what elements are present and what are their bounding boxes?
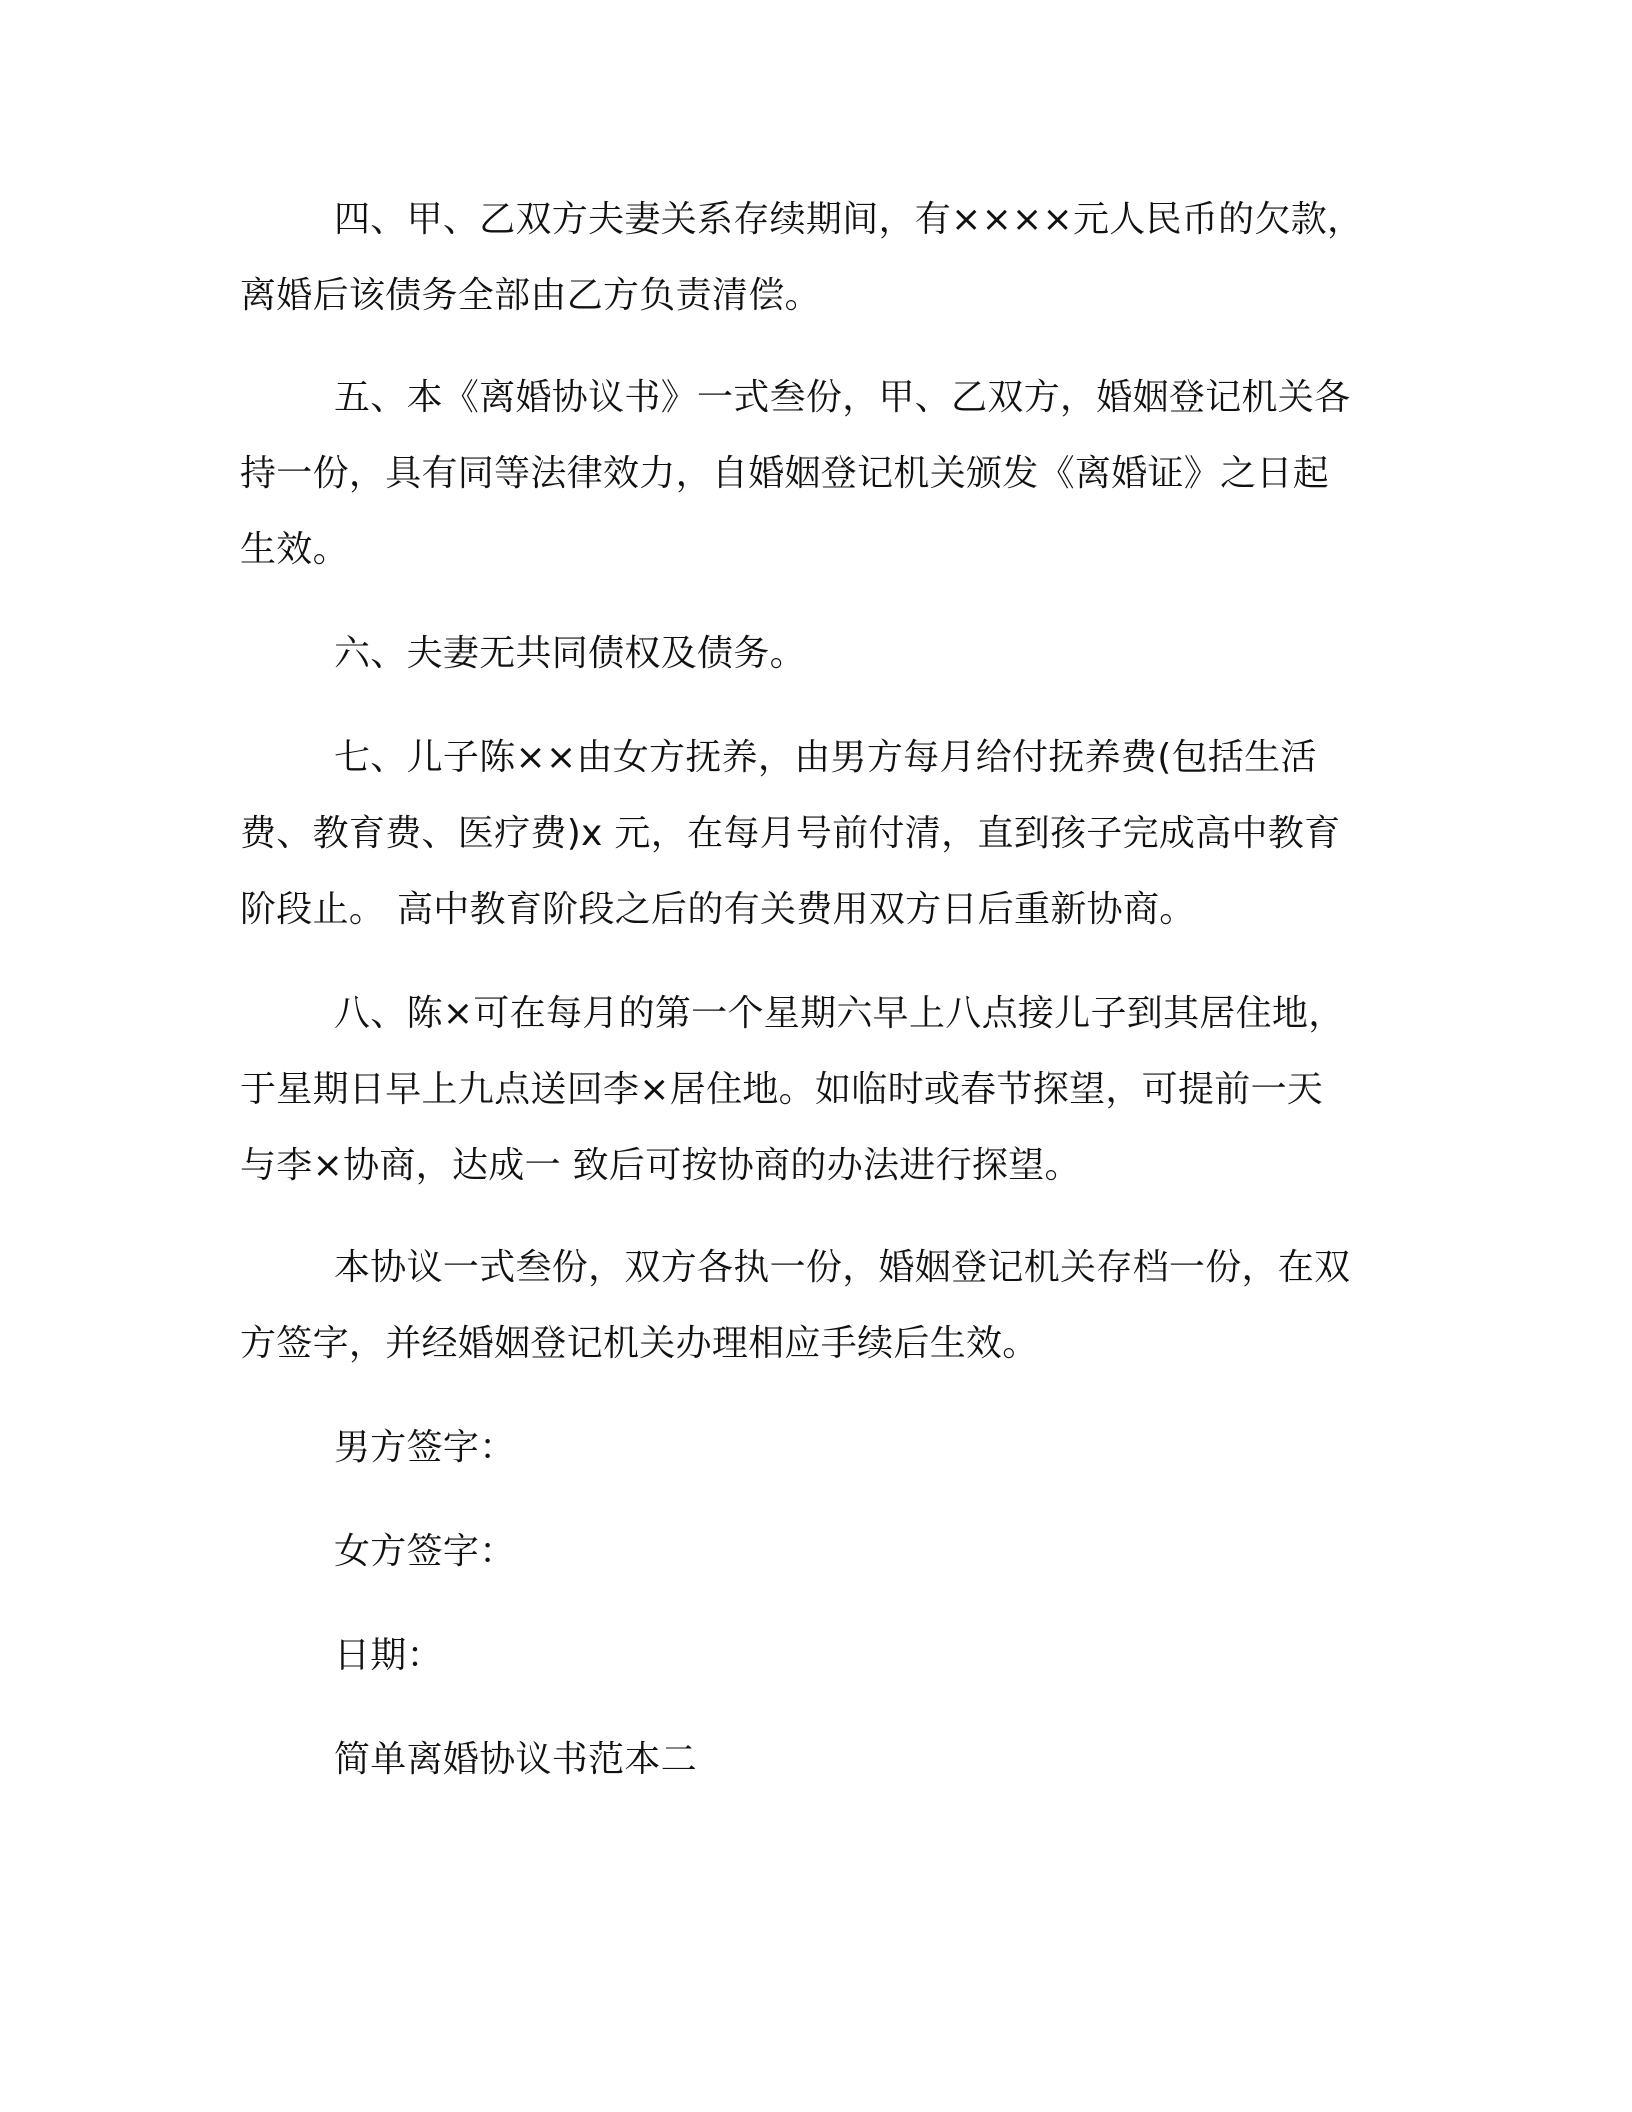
paragraph-7-line-3: 阶段止。 高中教育阶段之后的有关费用双方日后重新协商。 — [240, 889, 1196, 930]
male-signature-label: 男方签字： — [334, 1427, 516, 1468]
paragraph-7-line-2: 费、教育费、医疗费)x 元，在每月号前付清，直到孩子完成高中教育 — [240, 813, 1341, 854]
paragraph-8-line-1: 八、陈×可在每月的第一个星期六早上八点接儿子到其居住地， — [334, 993, 1345, 1034]
next-section-title: 简单离婚协议书范本二 — [334, 1739, 698, 1780]
paragraph-6-line-1: 六、夫妻无共同债权及债务。 — [334, 633, 806, 674]
paragraph-4-line-2: 离婚后该债务全部由乙方负责清偿。 — [240, 275, 821, 316]
date-label: 日期： — [334, 1635, 443, 1676]
paragraph-5-line-2: 持一份，具有同等法律效力，自婚姻登记机关颁发《离婚证》之日起 — [240, 453, 1330, 494]
closing-paragraph-line-1: 本协议一式叁份，双方各执一份，婚姻登记机关存档一份，在双 — [334, 1247, 1351, 1288]
paragraph-5-line-1: 五、本《离婚协议书》一式叁份，甲、乙双方，婚姻登记机关各 — [334, 377, 1351, 418]
paragraph-7-line-1: 七、儿子陈××由女方抚养，由男方每月给付抚养费(包括生活 — [334, 737, 1317, 778]
paragraph-8-line-3: 与李×协商，达成一 致后可按协商的办法进行探望。 — [240, 1145, 1081, 1186]
paragraph-8-line-2: 于星期日早上九点送回李×居住地。如临时或春节探望，可提前一天 — [240, 1069, 1324, 1110]
paragraph-4-line-1: 四、甲、乙双方夫妻关系存续期间，有××××元人民币的欠款， — [334, 199, 1364, 240]
female-signature-label: 女方签字： — [334, 1531, 516, 1572]
closing-paragraph-line-2: 方签字，并经婚姻登记机关办理相应手续后生效。 — [240, 1323, 1039, 1364]
paragraph-5-line-3: 生效。 — [240, 529, 349, 570]
